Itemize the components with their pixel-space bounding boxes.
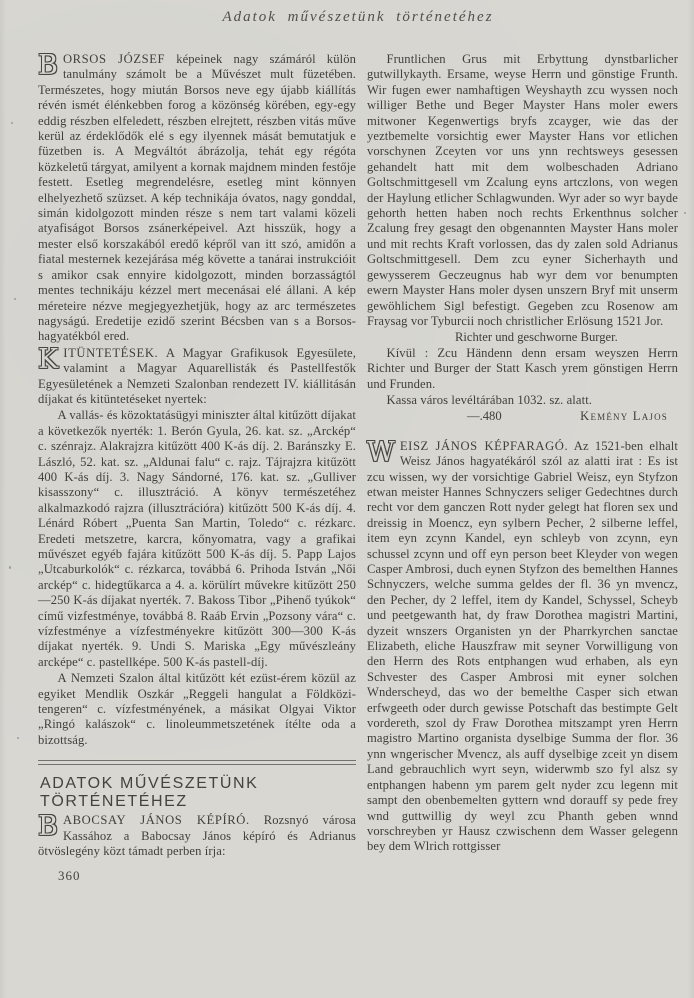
paragraph-letter-german: Fruntlichen Grus mit Erbyttung dynstbarlicher gutwillykayth. Ersame, weyse Herrn und gönstige Frunth. Wir fugen ewer namhaftigen Weyshayth zcu wyssen noch williger Bethe und Beger Mayster Hans moler ewers mitwoner Kegenwertigs bryfs zcayger, wie das der yeztbemelte vorsichtig ewer Mayster Hans vor etlichen vorschynen Zceyten vor uns ynn rechtsweys gesessen gehandelt hatt mit dem wolbeschaden Adriano Goltschmittgesell vm Zcalung eyns artczlons, von wegen der Haylung etlicher Schlagwunden. Wyr ader so wyr bayde gehorth hetten haben noch rechts Erkenthnus solcher Zcalung frey gesagt den obgenannten Mayster Hans moler und mit rechts Kraft vorlossen, das dy zalen sold Adrianus Goltschmittgesell. Dem zcu eyner Sicherhayth und gewysserem Geczeugnus hab wyr dem vor benumpten ewern Mayster Hans moler dysen unszern Bryf mit unserm gewöhlichem Sigl befestigt. Gegeben zcu Rosenow am Fraysag vor Tyburcii noch christlicher Erlösung 1521 Jor. — [367, 52, 678, 328]
article-body: A Magyar Grafikusok Egyesülete, valamint a Magyar Aquarellisták és Pastellfestők Egyesületének a Nemzeti Szalonban rendezett IV. kiállitásán díjakat és kitüntetéseket nyertek: — [38, 345, 356, 406]
scan-speck — [9, 566, 11, 569]
text-columns — [38, 52, 678, 884]
dropcap-initial: B — [38, 811, 58, 843]
left-column — [38, 52, 356, 884]
article-lead: ORSOS JÓZSEF — [62, 52, 166, 66]
dropcap-initial: W — [367, 436, 395, 468]
article-lead: ABOCSAY JÁNOS KÉPÍRÓ. — [62, 813, 250, 828]
line-richter-burger: Richter und geschworne Burger. — [455, 330, 618, 345]
article-babocsay — [38, 813, 356, 859]
article-borsos — [38, 52, 356, 345]
page-number: 360 — [58, 867, 81, 883]
article-body: képeinek nagy számáról külön tanulmány számolt be a Művészet mult füzetében. Természetes, hogy miután Borsos neve egy újabb kiállítás révén ismét élénkebben forog a közönség körében, egy-egy eddig részben elfeledett, részben elrejtett, részben vitás műve kerül az érdeklődők elé s egy ilyennek mását bemutatjuk e füzetben is. A Megváltót ábrázolja, tehát egy régóta közkeletű tárgyat, amilyent a kornak majdnem minden festője festett. Esetleg megrendelésre, esetleg mint könnyen elhelyezhető szüzset. A kép technikája óvatos, nagy gonddal, simán kidolgozott minden része s nem tart valami közeli atyafiságot Borsos zsánerképeivel. Azt hisszük, hogy a mester első korszakából eredő képről van itt szó, amidőn a fiatal mesternek kezejárása még követte a tanárai instrukcióit s amikor csak ennyire kidolgozott, minden borzasságtól mentes technikáju kézzel mert mecenásai elé állani. A kép méreteire nézve megjegyezhetjük, hogy az arc természetes nagyságú. Eredetije ezidő szerint Bécsben van s a Borsos-hagyatékból ered. — [38, 52, 356, 344]
scan-speck — [11, 122, 13, 124]
dropcap-initial: B — [38, 50, 58, 81]
article-body: Az 1521-ben elhalt Weisz János hagyatékáról szól az alatti irat : Es ist zcu wissen, wy der vorsichtige Gabriel Weisz, eyn Styfzon etwan meister Hannes Schnyczers seliger Gedechtnes durch recht vor dem ganczen Rott nyder gelegt hat floren sex und dreissig in Moencz, eyn sylbern Pecher, 2 silberne leffel, item eyn zcynn Kandel, eyn schleyb von zcynn, eyn schussel zcynn und off eyn person beet Kleyder von wegen Casper Ambrosi, duch eynen Styfzon des bemelthen Hannes Schnyczers, welche summa geldes der fl. 36 yn mvencz, den Pecher, dy 2 leffel, item dy Kandel, Schyssel, Scheyb und peetgewanth hat, dy fraw Dorothea magistri Martini, dyzeit wnszers Organisten yn der Pharrkyrchen sanctae Elizabeth, eliche Hauszfraw mit seyner Vorwilligung von den Herrn des Rots entphangen wud erhaben, als eyn Schvester des Casper Ambrosi mit eyner solchen Wnderscheyd, das wo der bemelthe Casper sich etwan erfwgeeth oder durch gewisse Potschaft das bestimpte Gelt vordereth, szol dy Fraw Dorothea mitszampt yren Herrn magistro Martino organista dyselbige Summa der flor. 36 ynn wngerischer Mvencz, als auff dyselbige zceit yn disem Land gebrauchlich wyrt seyn, widerwmb szo fyl alsz sy entphangen habenn ym parem gelt nyder zcu legenn mit sampt den obenbemelten gyttern wnd dorauff sy pede frey wnd guttwillig dy weyl zcu Phanth geben wnnd vorschreyben yr Hausz czwischenn dem Wasser gelegenn bey dem Wlrich rottgisser — [367, 438, 679, 854]
section-divider-rule — [38, 760, 356, 765]
article-kituntetesek — [38, 343, 356, 408]
paragraph-nemzeti-szalon: A Nemzeti Szalon által kitűzött két ezüst-érem közül az egyiket Mendlik Oszkár „Reggeli hangulat a Földközi-tengeren“ c. vízfestményének, a másikat Olgyai Viktor „Ringó kalászok“ c. linoleummetszetének ítélte oda a bizottság. — [38, 671, 356, 747]
article-body: Rozsnyó városa Kassához a Babocsay János képíró és Adrianus ötvöslegény közt támadt perben írja: — [38, 813, 357, 859]
scan-speck — [684, 212, 686, 214]
signature-row — [367, 409, 678, 424]
running-header: Adatok művészetünk történetéhez — [222, 9, 494, 25]
reference-number: —.480 — [467, 409, 502, 424]
paragraph-miniszter-dijak: A vallás- és közoktatásügyi miniszter által kitűzött díjakat a következők nyerték: 1. Berón Gyula, 26. kat. sz. „Arckép“ c. szénrajz. Alakrajzra kitűzött 400 K-ás díj. 2. Baránszky E. László, 52. kat. sz. „Aldunai falu“ c. rajz. Tájrajzra kitűzött 400 K-ás díj. 3. Nagy Sándorné, 176. kat. sz. „Gulliver kisasszony“ c. illusztráció. A könyv természetéhez alkalmazkodó rajzra (illusztrációra) kitűzött 500 K-ás díj. 4. Lénárd Róbert „Puenta San Martin, Toledo“ c. rézkarc. Eredeti metszetre, karcra, kőnyomatra, vagy a grafikai művészet egyéb fajára kitűzött 500 K-ás díj. 5. Papp Lajos „Utcaburkolók“ c. rézkarca, továbbá 6. Prihoda István „Női arckép“ c. hidegtűkarca a 4. a. körülírt művekre kitűzött 250—250 K-ás díjakat nyerték. 7. Bakoss Tibor „Pihenő tyúkok“ című vizfestménye, továbbá 8. Raáb Ervin „Pozsony vára“ c. vízfestménye a vízfestményekre kitűzött 300—300 K-ás díjakat nyerték. 9. Undi S. Mariska „Egy művészleány arcképe“ c. pastellképe. 500 K-ás pastell-díj. — [38, 408, 356, 669]
line-kassa-archive: Kassa város levéltárában 1032. sz. alatt. — [386, 392, 593, 407]
scan-speck — [17, 737, 19, 739]
scan-speck — [14, 298, 16, 300]
section-heading: ADATOK MŰVÉSZETÜNK TÖRTÉNETÉHEZ — [40, 775, 259, 811]
article-lead: ITÜNTETÉSEK. — [63, 345, 159, 360]
right-column — [367, 52, 678, 884]
author-signature: Kemény Lajos — [580, 409, 668, 424]
article-lead: EISZ JÁNOS KÉPFARAGÓ. — [399, 438, 569, 453]
paragraph-kivul: Kívül : Zcu Händenn denn ersam weyszen Herrn Richter und Burger der Statt Kasch yrem gönstigen Herrn und Frunden. — [367, 345, 678, 391]
article-weisz — [367, 436, 679, 855]
dropcap-initial: K — [38, 343, 59, 375]
